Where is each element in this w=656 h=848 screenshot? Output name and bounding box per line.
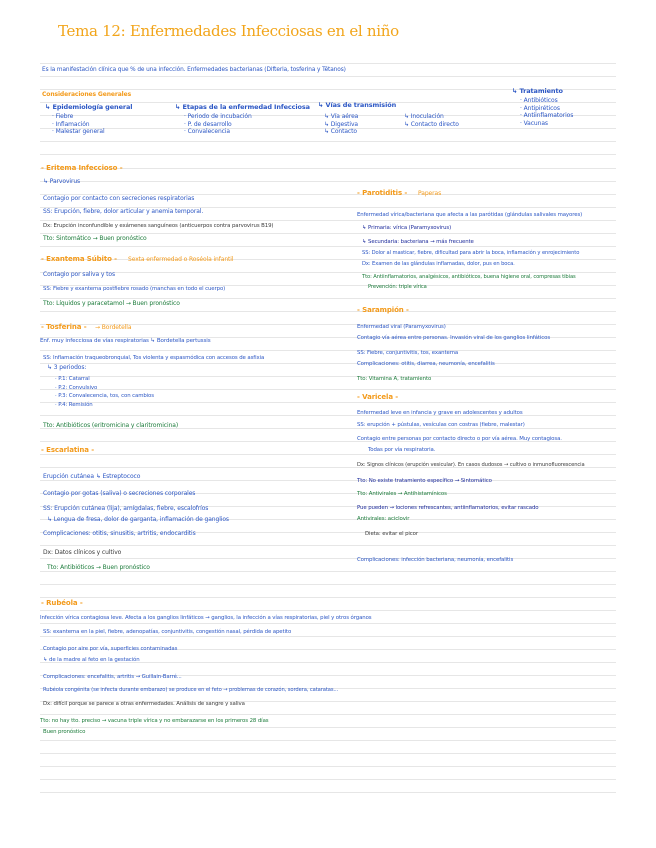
col-epidemiologia-list: [52, 113, 105, 136]
parotiditis-line: Enfermedad vírica/bacteriana que afecta a las parótidas (glándulas salivales mayores): [357, 212, 583, 218]
varicela-tto: Tto: No existe tratamiento específico → Sintomático: [357, 478, 492, 484]
rubeola-line: ↳ de la madre al feto en la gestación: [43, 657, 140, 663]
parotiditis-tto: Tto: Antiinflamatorios, analgésicos, antibióticos, buena higiene oral, compresas tibias: [362, 274, 576, 280]
list-item: · Fiebre: [52, 113, 74, 120]
tosferina-tto: Tto: Antibióticos (eritromicina y claritromicina): [43, 422, 179, 429]
tosferina-line: SS: Inflamación traqueobronquial, Tos violenta y espasmódica con accesos de asfixia: [43, 355, 265, 361]
rubeola-line: Rubéola congénita (se infecta durante embarazo) se produce en el feto → problemas de corazón, sordera, cataratas...: [43, 687, 339, 693]
varicela-line: SS: erupción + pústulas, vesículas con costras (fiebre, malestar): [357, 422, 525, 428]
tosferina-line: ↳ 3 periodos:: [47, 364, 87, 371]
list-item: · P.4: Remisión: [55, 401, 93, 408]
rubeola-line: Complicaciones: encefalitis, artritis → Guillain-Barré...: [43, 674, 182, 680]
list-item: · Periodo de incubación: [184, 113, 252, 120]
section-heading-escarlatina: - Escarlatina -: [41, 446, 95, 454]
varicela-tto-line: Pue pueden → lociones refrescantes, antiinflamatorios, evitar rascado: [357, 505, 539, 511]
varicela-tto-line: Tto: Antivirales → Antihistamínicos: [357, 491, 447, 497]
escarlatina-line: Contagio por gotas (saliva) o secreciones corporales: [43, 490, 196, 497]
rubeola-tto-2: Buen pronóstico: [43, 729, 86, 735]
list-item: · Antipiréticos: [520, 104, 560, 112]
col-vias-list-b: [404, 113, 459, 128]
section-heading-parotiditis: - Parotiditis -: [357, 189, 408, 197]
col-tratamiento-list: [520, 97, 573, 127]
tosferina-note: → Bordetella: [95, 324, 132, 331]
escarlatina-line: Complicaciones: otitis, sinusitis, artritis, endocarditis: [43, 530, 196, 537]
varicela-tto-line: Dieta: evitar el picor: [365, 531, 418, 537]
varicela-line: Dx: Signos clínicos (erupción vesicular). En casos dudosos → cultivo o inmunofluorescencia: [357, 462, 585, 468]
list-item: · Antiinflamatorios: [520, 112, 574, 120]
section-heading-tosferina: - Tosferina -: [41, 323, 87, 331]
tosferina-line: Enf. muy infecciosa de vías respiratorias ↳ Bordetella pertussis: [40, 338, 211, 344]
col-vias-title: ↳ Vías de transmisión: [318, 101, 397, 109]
rubeola-line: Dx: difícil porque se parece a otras enfermedades. Análisis de sangre y saliva: [43, 701, 245, 707]
rubeola-line: Contagio por aire por vía, superficies contaminadas: [43, 646, 178, 652]
sarampion-tto: Tto: Vitamina A, tratamiento: [357, 376, 432, 382]
parotiditis-line: Dx: Examen de las glándulas inflamadas, dolor, pus en boca.: [362, 261, 515, 267]
parotiditis-tto-2: Prevención: triple vírica: [368, 284, 427, 290]
list-item: ↳ Contacto: [324, 128, 357, 136]
list-item: ↳ Contacto directo: [404, 120, 459, 128]
list-item: ↳ Vía aérea: [324, 113, 359, 120]
page-title: Tema 12: Enfermedades Infecciosas en el niño: [58, 22, 399, 40]
escarlatina-line: Erupción cutánea ↳ Estreptococo: [43, 473, 141, 480]
varicela-line: Contagio entre personas por contacto directo o por vía aérea. Muy contagiosa.: [357, 436, 562, 442]
parotiditis-line: SS: Dolor al masticar, fiebre, dificultad para abrir la boca, inflamación y enrojecimiento: [362, 250, 580, 256]
varicela-complicaciones: Complicaciones: infección bacteriana, neumonía, encefalitis: [357, 557, 514, 563]
rubeola-line: SS: exantema en la piel, fiebre, adenopatías, conjuntivitis, congestión nasal, pérdida de apetito: [43, 629, 292, 635]
parotiditis-note: Paperas: [418, 190, 442, 197]
section-heading-generalidades: Consideraciones Generales: [42, 91, 132, 98]
section-heading-eritema: - Eritema Infeccioso -: [41, 164, 123, 172]
varicela-tto-line: Antivirales: aciclovir: [357, 516, 410, 522]
col-epidemiologia-title: ↳ Epidemiología general: [45, 103, 133, 111]
sarampion-line: Enfermedad viral (Paramyxovirus): [357, 324, 446, 330]
exantema-note: Sexta enfermedad o Roséola infantil: [128, 256, 234, 263]
list-item: · P.2: Convulsivo: [55, 384, 98, 391]
col-tratamiento-title: ↳ Tratamiento: [512, 87, 563, 95]
list-item: · P.1: Catarral: [55, 376, 90, 382]
escarlatina-line: SS: Erupción cutánea (lija), amígdalas, fiebre, escalofríos: [43, 505, 209, 512]
rubeola-tto: Tto: no hay tto. preciso → vacuna triple vírica y no embarazarse en los primeros 28 días: [40, 718, 269, 724]
section-heading-sarampion: - Sarampión -: [357, 306, 409, 314]
parotiditis-line: ↳ Primaria: vírica (Paramyxovirus): [362, 225, 452, 231]
col-etapas-list: [184, 113, 252, 136]
exantema-line: Contagio por saliva y tos: [43, 271, 115, 278]
col-etapas-title: ↳ Etapas de la enfermedad Infecciosa: [175, 103, 310, 111]
list-item: · Convalecencia: [184, 128, 230, 136]
eritema-line: SS: Erupción, fiebre, dolor articular y anemia temporal.: [43, 208, 204, 215]
tosferina-periodos: [55, 376, 154, 409]
section-heading-exantema: - Exantema Súbito -: [41, 255, 117, 263]
sarampion-line: Contagio vía aérea entre personas. Invasión viral de los ganglios linfáticos: [357, 335, 551, 341]
list-item: · Vacunas: [520, 119, 548, 127]
exantema-line: SS: Fiebre y exantema postfiebre rosado (manchas en todo el cuerpo): [43, 286, 226, 292]
list-item: · P.3: Convalecencia, tos, con cambios: [55, 393, 154, 400]
sarampion-line: Complicaciones: otitis, diarrea, neumonía, encefalitis: [357, 361, 495, 367]
list-item: · Malestar general: [52, 128, 105, 136]
escarlatina-tto: Tto: Antibióticos → Buen pronóstico: [47, 564, 150, 571]
list-item: · Inflamación: [52, 120, 90, 128]
section-heading-varicela: - Varicela -: [357, 393, 399, 401]
col-vias-list: [324, 113, 358, 136]
exantema-tto: Tto: Líquidos y paracetamol → Buen pronóstico: [43, 300, 180, 307]
list-item: · Antibióticos: [520, 97, 558, 104]
varicela-line: Enfermedad leve en infancia y grave en adolescentes y adultos: [357, 410, 523, 416]
intro-text: Es la manifestación clínica que % de una infección. Enfermedades bacterianas (Difteria, tosferina y Tétanos): [42, 67, 346, 73]
rubeola-line: Infección vírica contagiosa leve. Afecta a los ganglios linfáticos → ganglios, la infección a vías respiratorias, piel y otros órganos: [40, 615, 372, 621]
eritema-line: Contagio por contacto con secreciones respiratorias: [43, 195, 195, 202]
eritema-line: Dx: Erupción inconfundible y exámenes sanguíneos (anticuerpos contra parvovirus B19): [43, 223, 274, 229]
varicela-line: Todas por vía respiratoria.: [368, 447, 436, 453]
section-heading-rubeola: - Rubéola -: [41, 599, 83, 607]
escarlatina-line: ↳ Lengua de fresa, dolor de garganta, inflamación de ganglios: [47, 516, 229, 523]
list-item: ↳ Digestiva: [324, 120, 358, 128]
list-item: · P. de desarrollo: [184, 120, 232, 128]
eritema-sub: ↳ Parvovirus: [43, 178, 81, 185]
sarampion-line: SS: Fiebre, conjuntivitis, tos, exantema: [357, 350, 459, 356]
eritema-tto: Tto: Sintomático → Buen pronóstico: [43, 235, 147, 242]
parotiditis-line: ↳ Secundaria: bacteriana → más frecuente: [362, 239, 474, 245]
list-item: ↳ Inoculación: [404, 113, 444, 120]
escarlatina-line: Dx: Datos clínicos y cultivo: [43, 549, 122, 556]
